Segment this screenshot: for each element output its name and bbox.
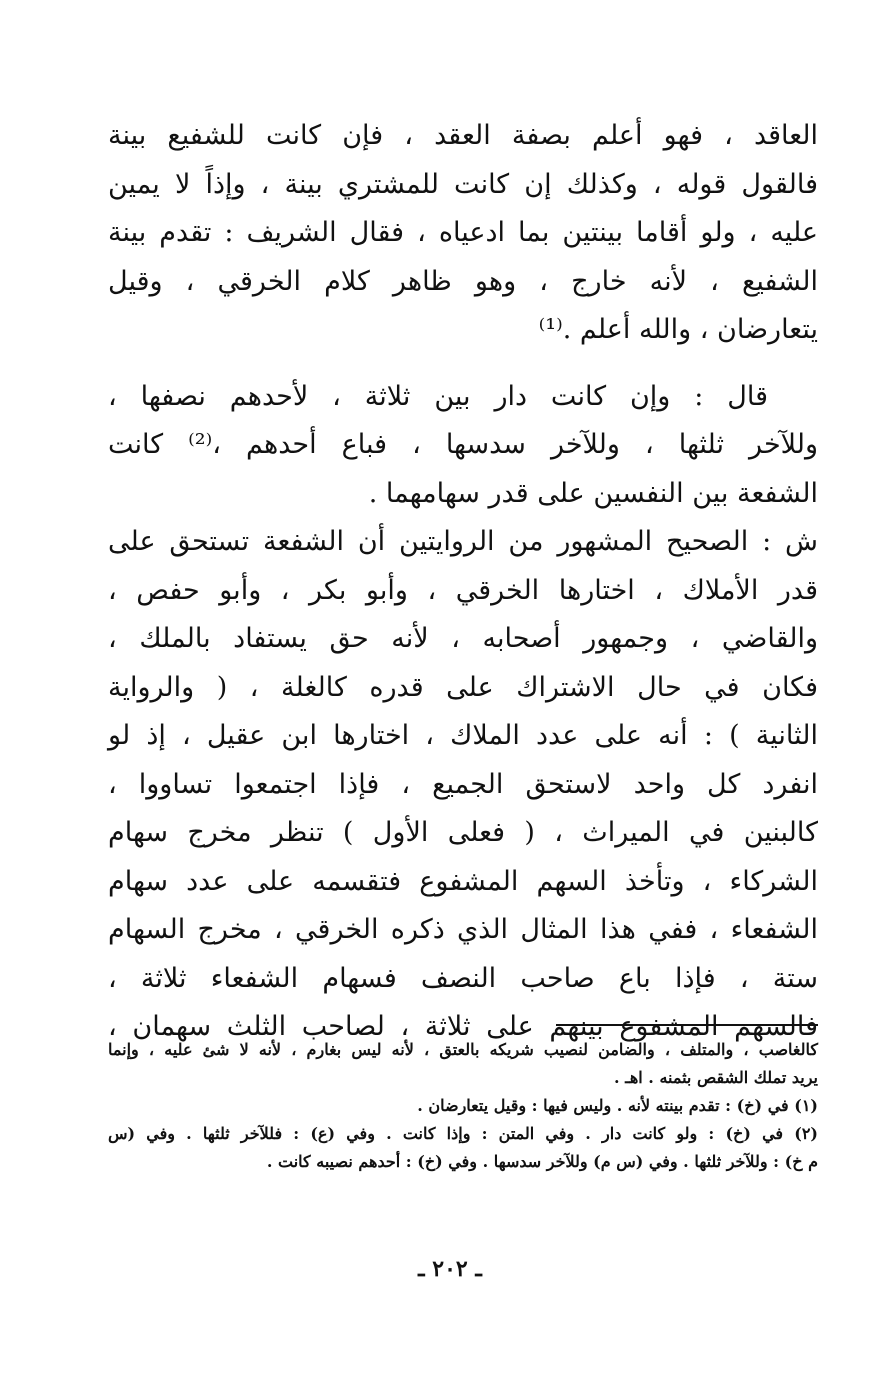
footnote-separator (556, 1024, 818, 1026)
footnotes (108, 1036, 818, 1176)
text-line: عليه ، ولو أقاما بينتين بما ادعياه ، فقال الشريف : تقدم بينة (108, 217, 818, 248)
text-line: فالسهم المشفوع بينهم على ثلاثة ، لصاحب الثلث سهمان ، (108, 1011, 818, 1042)
text-line: الشفيع ، لأنه خارج ، وهو ظاهر كلام الخرقي ، وقيل (108, 265, 818, 297)
text-line: ستة ، فإذا باع صاحب النصف فسهام الشفعاء ثلاثة ، (108, 962, 818, 994)
text-line: فكان في حال الاشتراك على قدره كالغلة ، ( والرواية (108, 671, 818, 703)
text-line: وللآخر ثلثها ، وللآخر سدسها ، فباع أحدهم ،⁽²⁾ كانت (108, 429, 819, 460)
footnote-line: كالغاصب ، والمتلف ، والضامن لنصيب شريكه بالعتق ، لأنه ليس بغارم ، لأنه لا شئ عليه ، وإنما (108, 1040, 818, 1059)
text-line: انفرد كل واحد لاستحق الجميع ، فإذا اجتمعوا تساووا ، (108, 768, 818, 800)
text-line: كالبنين في الميراث ، ( فعلى الأول ) تنظر مخرج سهام (108, 817, 818, 848)
footnote-line: يريد تملك الشقص بثمنه . اهـ . (614, 1068, 818, 1087)
paragraph-2 (108, 373, 818, 519)
text-line: العاقد ، فهو أعلم بصفة العقد ، فإن كانت للشفيع بينة (108, 120, 818, 151)
text-line: ش : الصحيح المشهور من الروايتين أن الشفعة تستحق على (108, 526, 818, 557)
footnote-line: (٢) في (خ) : ولو كانت دار . وفي المتن : وإذا كانت . وفي (ع) : فللآخر ثلثها . وفي (س (108, 1124, 818, 1143)
paragraph-3 (108, 518, 818, 1052)
footnote-line: م خ) : وللآخر ثلثها . وفي (س م) وللآخر سدسها . وفي (خ) : أحدهم نصيبه كانت . (266, 1152, 818, 1171)
text-line: يتعارضان ، والله أعلم .⁽¹⁾ (538, 314, 818, 345)
text-line: الشركاء ، وتأخذ السهم المشفوع فتقسمه على عدد سهام (108, 865, 818, 897)
paragraph-1 (108, 112, 818, 355)
footnote-line: (١) في (خ) : تقدم بينته لأنه . وليس فيها : وقيل يتعارضان . (417, 1096, 818, 1115)
main-text (108, 112, 818, 1052)
text-line: الشفعاء ، ففي هذا المثال الذي ذكره الخرقي ، مخرج السهام (108, 914, 818, 945)
text-line: الثانية ) : أنه على عدد الملاك ، اختارها ابن عقيل ، إذ لو (108, 720, 818, 751)
page-number: ـ ٢٠٢ ـ (418, 1256, 482, 1282)
text-line: فالقول قوله ، وكذلك إن كانت للمشتري بينة ، وإذاً لا يمين (108, 168, 818, 200)
text-line: قال : وإن كانت دار بين ثلاثة ، لأحدهم نصفها ، (108, 380, 768, 412)
text-line: والقاضي ، وجمهور أصحابه ، لأنه حق يستفاد بالملك ، (108, 623, 818, 654)
text-line: الشفعة بين النفسين على قدر سهامهما . (368, 477, 818, 509)
text-line: قدر الأملاك ، اختارها الخرقي ، وأبو بكر ، وأبو حفص ، (108, 574, 818, 606)
